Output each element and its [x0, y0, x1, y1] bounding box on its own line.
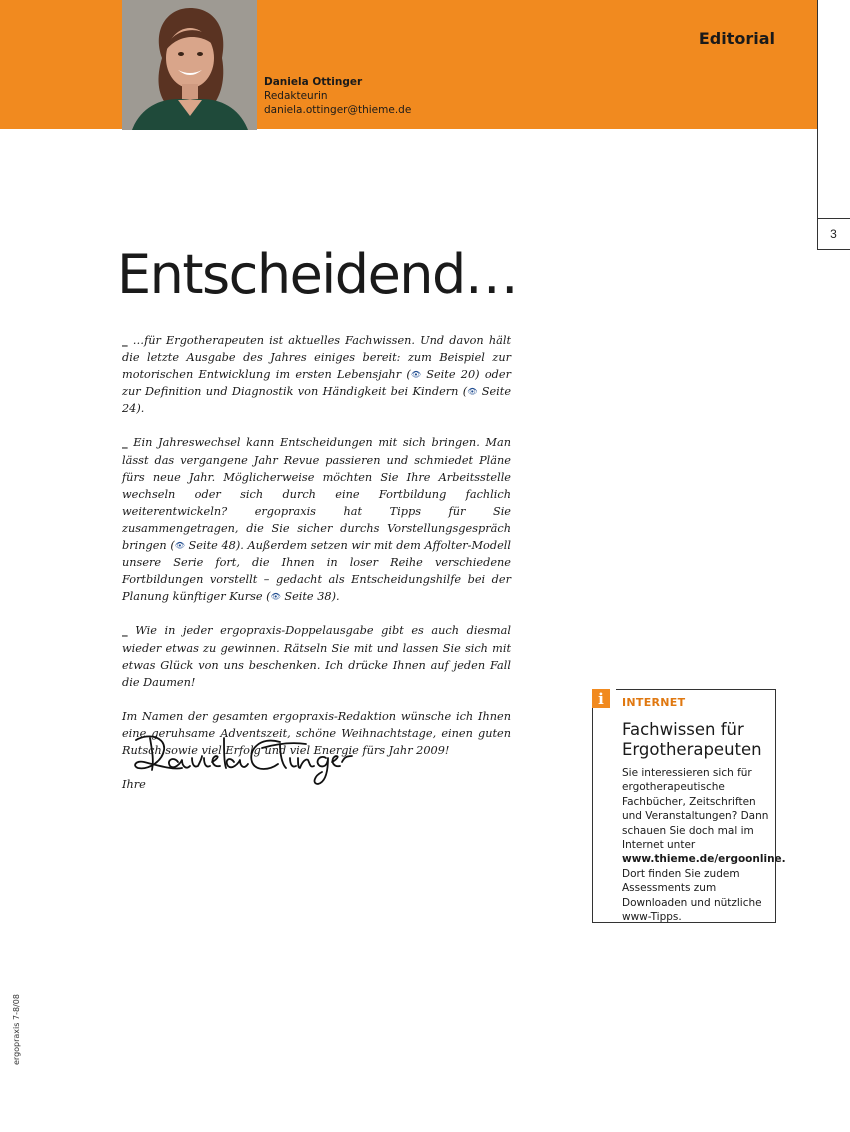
folio: ergopraxis 7-8/08: [12, 994, 21, 1065]
paragraph-marker: _: [122, 623, 128, 638]
eye-icon: 👁︎: [410, 370, 421, 380]
text-run: Wie in jeder ergopraxis-Doppelausgabe gibt es auch diesmal wieder etwas zu gewinnen. Rätseln Sie mit und lassen Sie sich mit etwas Glück von uns beschenken. Ich drücke Ihnen auf jeden Fall die Daumen!: [122, 624, 511, 689]
author-email[interactable]: daniela.ottinger@thieme.de: [264, 104, 412, 116]
info-icon: i: [592, 689, 610, 708]
text-run: …für Ergotherapeuten ist aktuelles Fachwissen. Und davon hält die letzte Ausgabe des Jahres einiges bereit: zum Beispiel zur motorischen Entwicklung im ersten Lebensjahr (: [122, 334, 511, 382]
paragraph-marker: _: [122, 333, 128, 347]
author-photo: [122, 0, 257, 130]
text-run: Ein Jahreswechsel kann Entscheidungen mit sich bringen. Man lässt das vergangene Jahr Revue passieren und schmiedet Pläne fürs neue Jahr. Möglicherweise möchten Sie Ihre Arbeitsstelle wechseln oder sich durch eine Fortbildung fachlich weiterentwickeln? ergopraxis hat Tipps für Sie zusammengetragen, die Sie sicher durchs Vorstellungsgespräch bringen (: [122, 436, 511, 553]
paragraph-2: [122, 434, 511, 605]
eye-icon: 👁︎: [270, 592, 281, 602]
closing: Ihre: [122, 778, 146, 792]
text-run: Seite 20) oder zur Definition und Diagnostik von Händigkeit bei Kindern (: [122, 368, 512, 399]
text-run: Seite 48). Außerdem setzen wir mit dem Affolter-Modell unsere Serie fort, die Ihnen in loser Reihe verschiedene Fortbildungen vorstellt – gedacht als Entscheidungshilfe bei der Planung künftiger Kurse (: [122, 539, 511, 604]
article-title: Entscheidend…: [117, 243, 518, 306]
section-label: Editorial: [698, 29, 775, 48]
info-icon-gap: [610, 689, 616, 715]
author-name: Daniela Ottinger: [264, 76, 363, 88]
eye-icon: 👁︎: [174, 541, 185, 551]
page-edge-rule: [817, 0, 818, 250]
paragraph-1: [122, 332, 511, 417]
text-run: Sie interessieren sich für ergotherapeutische Fachbücher, Zeitschriften und Veranstaltungen? Dann schauen Sie doch mal im Internet unter: [622, 767, 769, 852]
handwritten-signature: [130, 728, 360, 790]
text-run: Seite 38).: [280, 590, 340, 604]
paragraph-marker: _: [122, 435, 128, 450]
info-box-title: Fachwissen für Ergotherapeuten: [622, 720, 762, 759]
author-info: [264, 75, 411, 117]
info-box-label: INTERNET: [622, 696, 686, 709]
paragraph-3: [122, 622, 511, 690]
paragraph-4: Im Namen der gesamten ergopraxis-Redaktion wünsche ich Ihnen eine geruhsame Adventszeit, schöne Weihnachtstage, einen guten Rutsch sowie viel Erfolg und viel Energie fürs Jahr 2009!: [122, 709, 511, 757]
page-number: 3: [817, 218, 850, 250]
text-run: Dort finden Sie zudem Assessments zum Downloaden und nützliche www-Tipps.: [622, 867, 762, 924]
author-role: Redakteurin: [264, 90, 328, 102]
info-box-text: [622, 766, 786, 924]
website-link[interactable]: www.thieme.de/ergoonline.: [622, 853, 786, 866]
text-run: Seite 24).: [122, 385, 512, 416]
eye-icon: 👁︎: [467, 387, 478, 397]
